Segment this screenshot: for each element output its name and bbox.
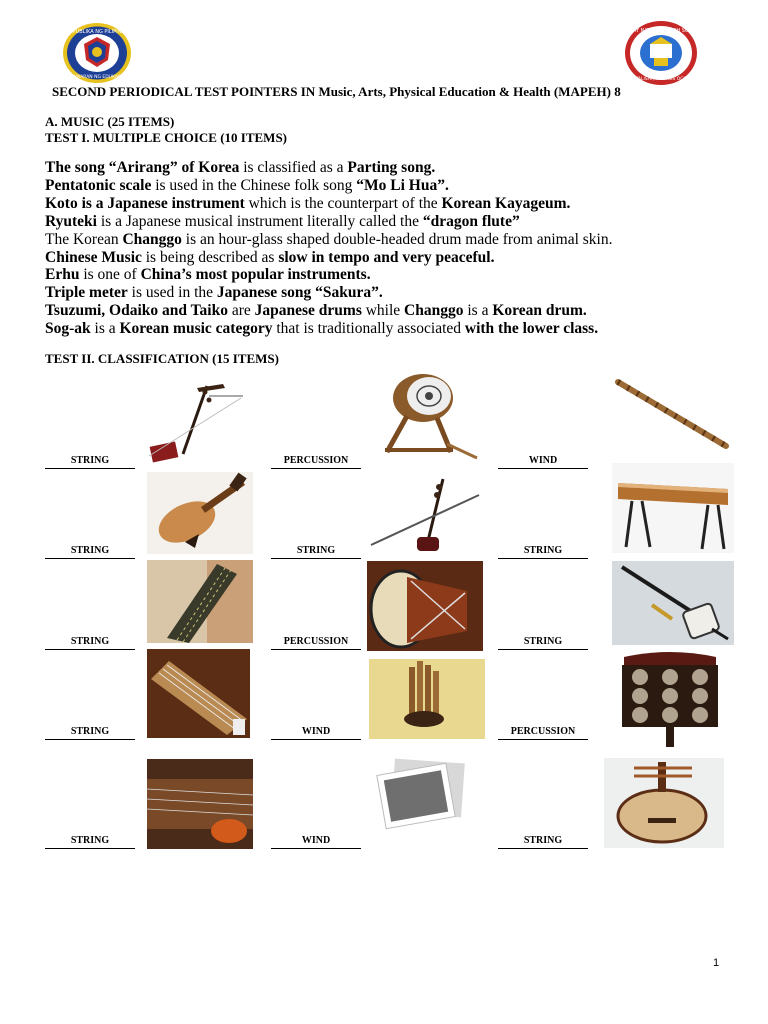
bold-text: slow in tempo and very peaceful. [278, 248, 495, 266]
text: is a Japanese musical instrument literally called the [97, 212, 423, 230]
answer-blank[interactable]: STRING [45, 455, 135, 469]
test-one-heading: TEST I. MULTIPLE CHOICE (10 ITEMS) [45, 130, 288, 145]
text: are [227, 302, 255, 320]
bold-text: Ryuteki [45, 212, 97, 230]
bold-text: Changgo [404, 302, 464, 320]
bianzhong-gongs-icon [610, 651, 730, 747]
pointer-line [45, 284, 745, 302]
bold-text: Parting song. [347, 159, 436, 176]
answer-blank[interactable]: STRING [45, 835, 135, 849]
erhu-icon [145, 378, 251, 463]
zither-closeup-icon [147, 759, 253, 849]
bold-text: “dragon flute” [422, 212, 520, 230]
bold-text: Changgo [122, 230, 182, 248]
pointer-line [45, 302, 745, 320]
answer-blank[interactable]: PERCUSSION [271, 636, 361, 650]
guzheng-icon [612, 463, 734, 553]
answer-blank[interactable]: STRING [45, 726, 135, 740]
yueqin-icon [604, 758, 724, 848]
pointer-line [45, 195, 745, 213]
svg-text:REPUBLIKA NG PILIPINAS: REPUBLIKA NG PILIPINAS [66, 29, 128, 35]
bold-text: Korean drum. [492, 302, 587, 320]
answer-blank[interactable]: STRING [45, 545, 135, 559]
svg-text:TALISAY, NEGROS OCC: TALISAY, NEGROS OCC [635, 77, 687, 82]
bold-text: Sog-ak [45, 320, 91, 338]
bold-text: Chinese Music [45, 248, 142, 266]
school-seal-icon [619, 20, 703, 86]
bold-text: Erhu [45, 266, 80, 284]
bold-text: Triple meter [45, 284, 128, 302]
answer-blank[interactable]: STRING [45, 636, 135, 650]
pointer-line [45, 177, 745, 195]
text: is a [463, 302, 493, 320]
answer-blank[interactable]: PERCUSSION [271, 455, 361, 469]
text: is a [90, 320, 120, 338]
text: is used in the [127, 284, 217, 302]
text: is one of [79, 266, 141, 284]
pointer-line [45, 266, 745, 284]
text: is classified as a [239, 159, 348, 176]
bold-text: with the lower class. [464, 320, 599, 338]
bold-text: Japanese song “Sakura”. [216, 284, 383, 302]
text: which is the counterpart of the [244, 194, 442, 212]
bold-text: China’s most popular instruments. [140, 266, 371, 284]
sheng-icon [369, 659, 485, 739]
text: is an hour-glass shaped double-headed drum made from animal skin. [181, 230, 613, 248]
answer-blank[interactable]: STRING [498, 835, 588, 849]
text: is used in the Chinese folk song [151, 176, 357, 194]
page-number: 1 [713, 957, 720, 969]
answer-blank[interactable]: STRING [498, 636, 588, 650]
pointer-line [45, 249, 745, 267]
republic-seal-icon [62, 22, 132, 84]
text: while [361, 302, 405, 320]
svg-text:KAGAWARAN NG EDUKASYON: KAGAWARAN NG EDUKASYON [63, 75, 131, 80]
image-placeholder-icon [373, 759, 467, 827]
text: is being described as [141, 248, 279, 266]
pointer-line [45, 213, 745, 231]
bold-text: Korean music category [119, 320, 273, 338]
document-title: SECOND PERIODICAL TEST POINTERS IN Music, Arts, Physical Education & Health (MAPEH) 8 [52, 84, 621, 99]
taiko-drum-icon [367, 372, 479, 462]
test-pointers-list [45, 159, 745, 338]
text: that is traditionally associated [272, 320, 465, 338]
pointer-line [45, 320, 745, 338]
bold-text: Pentatonic scale [45, 176, 152, 194]
answer-blank[interactable]: WIND [271, 835, 361, 849]
answer-blank[interactable]: WIND [498, 455, 588, 469]
bold-text: Koto is a Japanese instrument [45, 194, 245, 212]
section-heading-music: A. MUSIC (25 ITEMS) [45, 114, 175, 129]
test-two-heading: TEST II. CLASSIFICATION (15 ITEMS) [45, 351, 279, 366]
changgo-drum-icon [367, 561, 483, 651]
answer-blank[interactable]: STRING [498, 545, 588, 559]
bold-text: Japanese drums [254, 302, 362, 320]
bold-text: The song “Arirang” of Korea [45, 159, 240, 176]
svg-text:TALISAY NATIONAL HIGH SCHOOL: TALISAY NATIONAL HIGH SCHOOL [619, 28, 703, 34]
bamboo-flute-icon [612, 376, 730, 452]
answer-blank[interactable]: PERCUSSION [498, 726, 588, 740]
kayageum-icon [147, 649, 250, 738]
shamisen-icon [612, 561, 734, 645]
pointer-line [45, 231, 745, 249]
erhu-bow-icon [367, 473, 485, 555]
text: The Korean [45, 230, 123, 248]
bold-text: Korean Kayageum. [441, 194, 571, 212]
answer-blank[interactable]: STRING [271, 545, 361, 559]
pointer-line [45, 159, 745, 177]
bold-text: “Mo Li Hua”. [356, 176, 449, 194]
koto-icon [147, 560, 253, 643]
pipa-icon [147, 472, 253, 554]
answer-blank[interactable]: WIND [271, 726, 361, 740]
bold-text: Tsuzumi, Odaiko and Taiko [45, 302, 228, 320]
